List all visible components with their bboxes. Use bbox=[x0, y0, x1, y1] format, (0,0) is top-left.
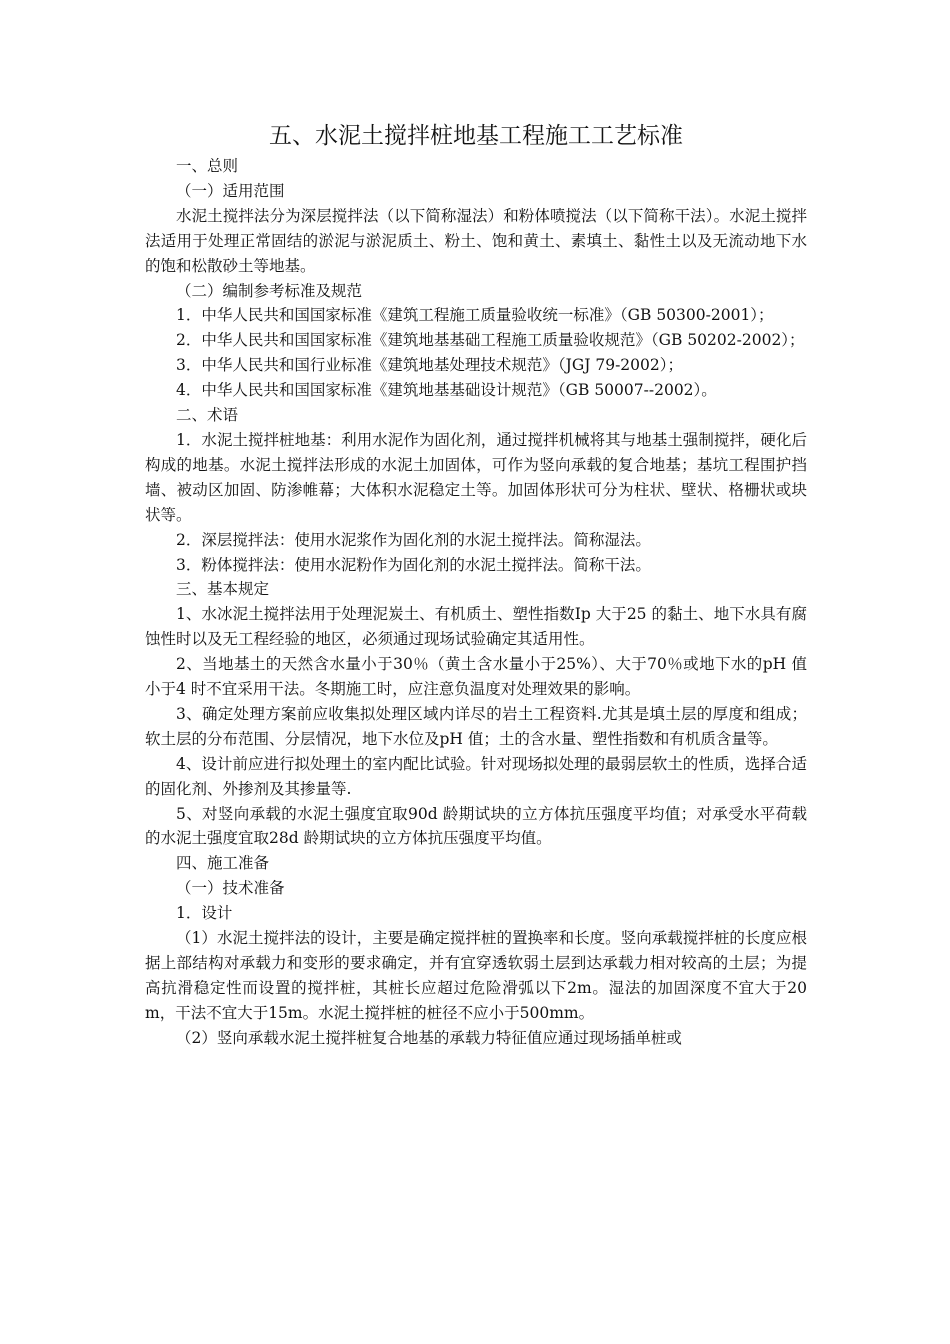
heading-terms: 二、术语 bbox=[176, 406, 239, 425]
reference-item-3: 3．中华人民共和国行业标准《建筑地基处理技术规范》（JGJ 79-2002）； bbox=[176, 356, 684, 375]
term-item-1: 1．水泥土搅拌桩地基：利用水泥作为固化剂，通过搅拌机械将其与地基土强制搅拌，硬化后构成的地基。水泥土搅拌法形成的水泥土加固体，可作为竖向承载的复合地基；基坑工程围护挡墙、被动区加固、防渗帷幕；大体积水泥稳定土等。加固体形状可分为柱状、壁状、格栅状或块状等。 bbox=[145, 430, 807, 524]
rule-item-3: 3、确定处理方案前应收集拟处理区域内详尽的岩土工程资料.尤其是填土层的厚度和组成；软土层的分布范围、分层情况，地下水位及pH 值；土的含水量、塑性指数和有机质含量等。 bbox=[145, 704, 807, 748]
reference-item-1: 1．中华人民共和国国家标准《建筑工程施工质量验收统一标准》（GB 50300-2001）； bbox=[176, 306, 774, 325]
rule-item-4: 4、设计前应进行拟处理土的室内配比试验。针对现场拟处理的最弱层软土的性质，选择合适的固化剂、外掺剂及其掺量等. bbox=[145, 754, 807, 798]
paragraph-scope: 水泥土搅拌法分为深层搅拌法（以下简称湿法）和粉体喷搅法（以下简称干法）。水泥土搅拌法适用于处理正常固结的淤泥与淤泥质土、粉土、饱和黄土、素填土、黏性土以及无流动地下水的饱和松散砂土等地基。 bbox=[145, 206, 807, 275]
subheading-references: （二）编制参考标准及规范 bbox=[176, 281, 363, 300]
rule-item-1: 1、水冰泥土搅拌法用于处理泥炭土、有机质土、塑性指数Ip 大于25 的黏土、地下水具有腐蚀性时以及无工程经验的地区，必须通过现场试验确定其适用性。 bbox=[145, 605, 807, 649]
reference-item-2: 2．中华人民共和国国家标准《建筑地基基础工程施工质量验收规范》（GB 50202-2002）； bbox=[176, 331, 805, 350]
subheading-scope: （一）适用范围 bbox=[176, 181, 285, 200]
design-item-2: （2）竖向承载水泥土搅拌桩复合地基的承载力特征值应通过现场插单桩或 bbox=[176, 1028, 682, 1047]
reference-item-4: 4．中华人民共和国国家标准《建筑地基基础设计规范》（GB 50007--2002）。 bbox=[176, 381, 717, 400]
heading-basic-rules: 三、基本规定 bbox=[176, 580, 270, 599]
term-item-2: 2．深层搅拌法：使用水泥浆作为固化剂的水泥土搅拌法。简称湿法。 bbox=[176, 530, 651, 549]
heading-preparation: 四、施工准备 bbox=[176, 854, 270, 873]
document-title: 五、水泥土搅拌桩地基工程施工工艺标准 bbox=[269, 123, 683, 149]
rule-item-2: 2、当地基土的天然含水量小于30％（黄土含水量小于25%）、大于70％或地下水的pH 值小于4 时不宜采用干法。冬期施工时，应注意负温度对处理效果的影响。 bbox=[145, 655, 807, 699]
rule-item-5: 5、对竖向承载的水泥土强度宜取90d 龄期试块的立方体抗压强度平均值；对承受水平荷载的水泥土强度宜取28d 龄期试块的立方体抗压强度平均值。 bbox=[145, 804, 807, 848]
term-item-3: 3．粉体搅拌法：使用水泥粉作为固化剂的水泥土搅拌法。简称干法。 bbox=[176, 555, 651, 574]
document-page bbox=[145, 118, 807, 1051]
subheading-technical-preparation: （一）技术准备 bbox=[176, 879, 285, 898]
heading-general: 一、总则 bbox=[176, 157, 239, 175]
design-item-1: （1）水泥土搅拌法的设计，主要是确定搅拌桩的置换率和长度。竖向承载搅拌桩的长度应根据上部结构对承载力和变形的要求确定，并有宜穿透软弱土层到达承载力相对较高的土层；为提高抗滑稳定性而设置的搅拌桩，其桩长应超过危险滑弧以下2m。湿法的加固深度不宜大于20m，干法不宜大于15m。水泥土搅拌桩的桩径不应小于500mm。 bbox=[145, 929, 807, 1022]
subheading-design: 1．设计 bbox=[176, 904, 233, 923]
